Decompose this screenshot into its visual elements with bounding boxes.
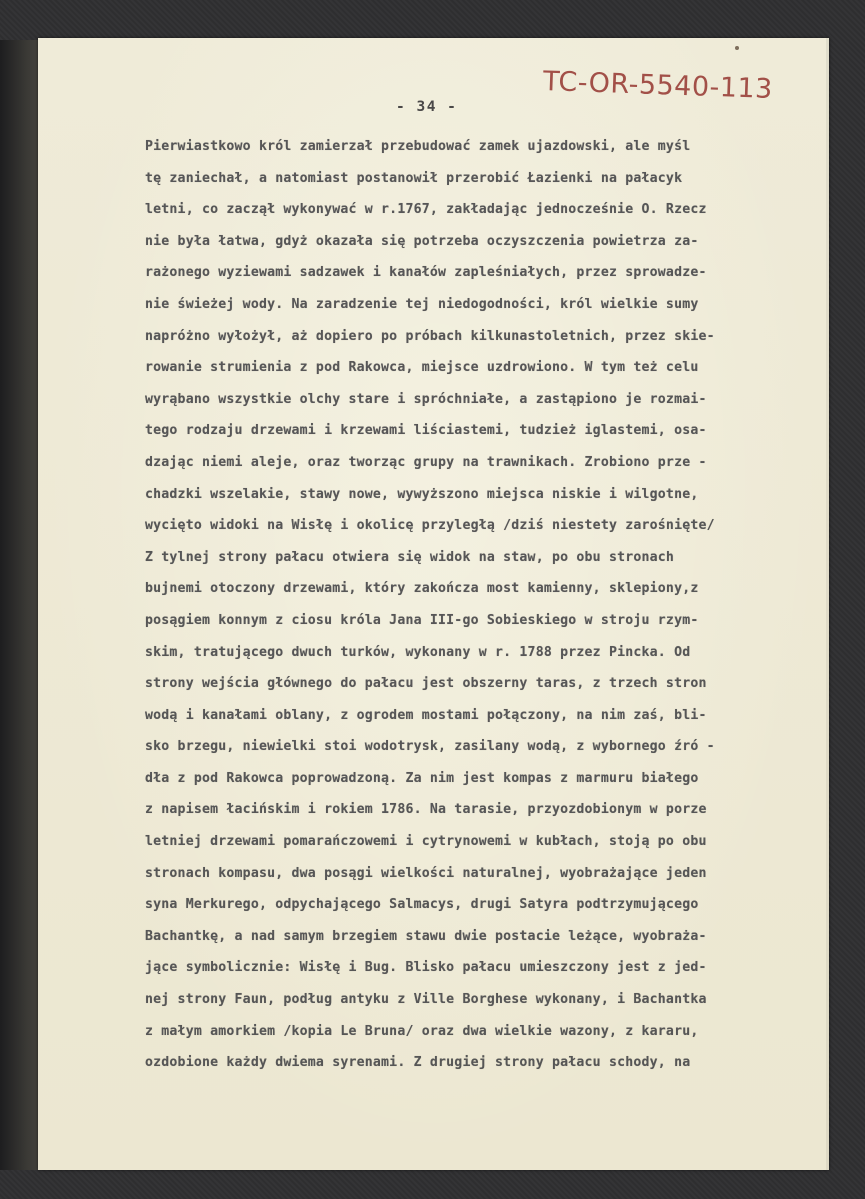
text-line: dła z pod Rakowca poprowadzoną. Za nim jest kompas z marmuru białego	[145, 770, 699, 786]
text-line: syna Merkurego, odpychającego Salmacys, drugi Satyra podtrzymującego	[145, 897, 699, 913]
text-line: tego rodzaju drzewami i krzewami liściastemi, tudzież iglastemi, osa-	[145, 423, 707, 439]
document-page	[38, 38, 829, 1170]
text-line: letni, co zaczął wykonywać w r.1767, zakładając jednocześnie O. Rzecz	[145, 202, 707, 218]
text-line: stronach kompasu, dwa posągi wielkości naturalnej, wyobrażające jeden	[145, 865, 707, 881]
text-line: rażonego wyziewami sadzawek i kanałów zapleśniałych, przez sprowadze-	[145, 265, 707, 281]
text-line: rowanie strumienia z pod Rakowca, miejsce uzdrowiono. W tym też celu	[145, 360, 699, 376]
text-line: wycięto widoki na Wisłę i okolicę przyległą /dziś niestety zarośnięte/	[145, 518, 715, 534]
text-line: wodą i kanałami oblany, z ogrodem mostami połączony, na nim zaś, bli-	[145, 707, 707, 723]
text-line: strony wejścia głównego do pałacu jest obszerny taras, z trzech stron	[145, 676, 707, 692]
text-line: dzając niemi aleje, oraz tworząc grupy na trawnikach. Zrobiono prze -	[145, 454, 707, 470]
archive-signature: TC-OR-5540-113	[542, 66, 774, 106]
text-line: Bachantkę, a nad samym brzegiem stawu dwie postacie leżące, wyobraża-	[145, 928, 707, 944]
typewritten-text	[145, 131, 715, 1079]
text-line: nie była łatwa, gdyż okazała się potrzeba oczyszczenia powietrza za-	[145, 233, 699, 249]
text-line: Pierwiastkowo król zamierzał przebudować zamek ujazdowski, ale myśl	[145, 139, 691, 154]
text-line: napróżno wyłożył, aż dopiero po próbach kilkunastoletnich, przez skie-	[145, 328, 715, 344]
text-line: bujnemi otoczony drzewami, który zakończa most kamienny, sklepiony,z	[145, 581, 699, 597]
text-line: posągiem konnym z ciosu króla Jana III-go Sobieskiego w stroju rzym-	[145, 612, 699, 628]
page-number: - 34 -	[396, 99, 458, 115]
text-line: tę zaniechał, a natomiast postanowił przerobić Łazienki na pałacyk	[145, 170, 683, 186]
text-line: nie świeżej wody. Na zaradzenie tej niedogodności, król wielkie sumy	[145, 296, 699, 312]
text-line: wyrąbano wszystkie olchy stare i spróchniałe, a zastąpiono je rozmai-	[145, 391, 707, 407]
text-line: Z tylnej strony pałacu otwiera się widok na staw, po obu stronach	[145, 549, 675, 565]
page-edge	[826, 38, 829, 1170]
text-line: chadzki wszelakie, stawy nowe, wywyższono miejsca niskie i wilgotne,	[145, 486, 699, 502]
text-line: ozdobione każdy dwiema syrenami. Z drugiej strony pałacu schody, na	[145, 1055, 691, 1071]
text-line: nej strony Faun, podług antyku z Ville Borghese wykonany, i Bachantka	[145, 992, 707, 1008]
text-line: jące symbolicznie: Wisłę i Bug. Blisko pałacu umieszczony jest z jed-	[145, 960, 707, 976]
ink-speck	[735, 46, 739, 50]
text-line: z małym amorkiem /kopia Le Bruna/ oraz dwa wielkie wazony, z kararu,	[145, 1023, 699, 1039]
text-line: z napisem łacińskim i rokiem 1786. Na tarasie, przyozdobionym w porze	[145, 802, 707, 818]
text-line: letniej drzewami pomarańczowemi i cytrynowemi w kubłach, stoją po obu	[145, 834, 707, 850]
text-line: sko brzegu, niewielki stoi wodotrysk, zasilany wodą, z wybornego źró -	[145, 739, 715, 755]
text-line: skim, tratującego dwuch turków, wykonany w r. 1788 przez Pincka. Od	[145, 644, 691, 660]
